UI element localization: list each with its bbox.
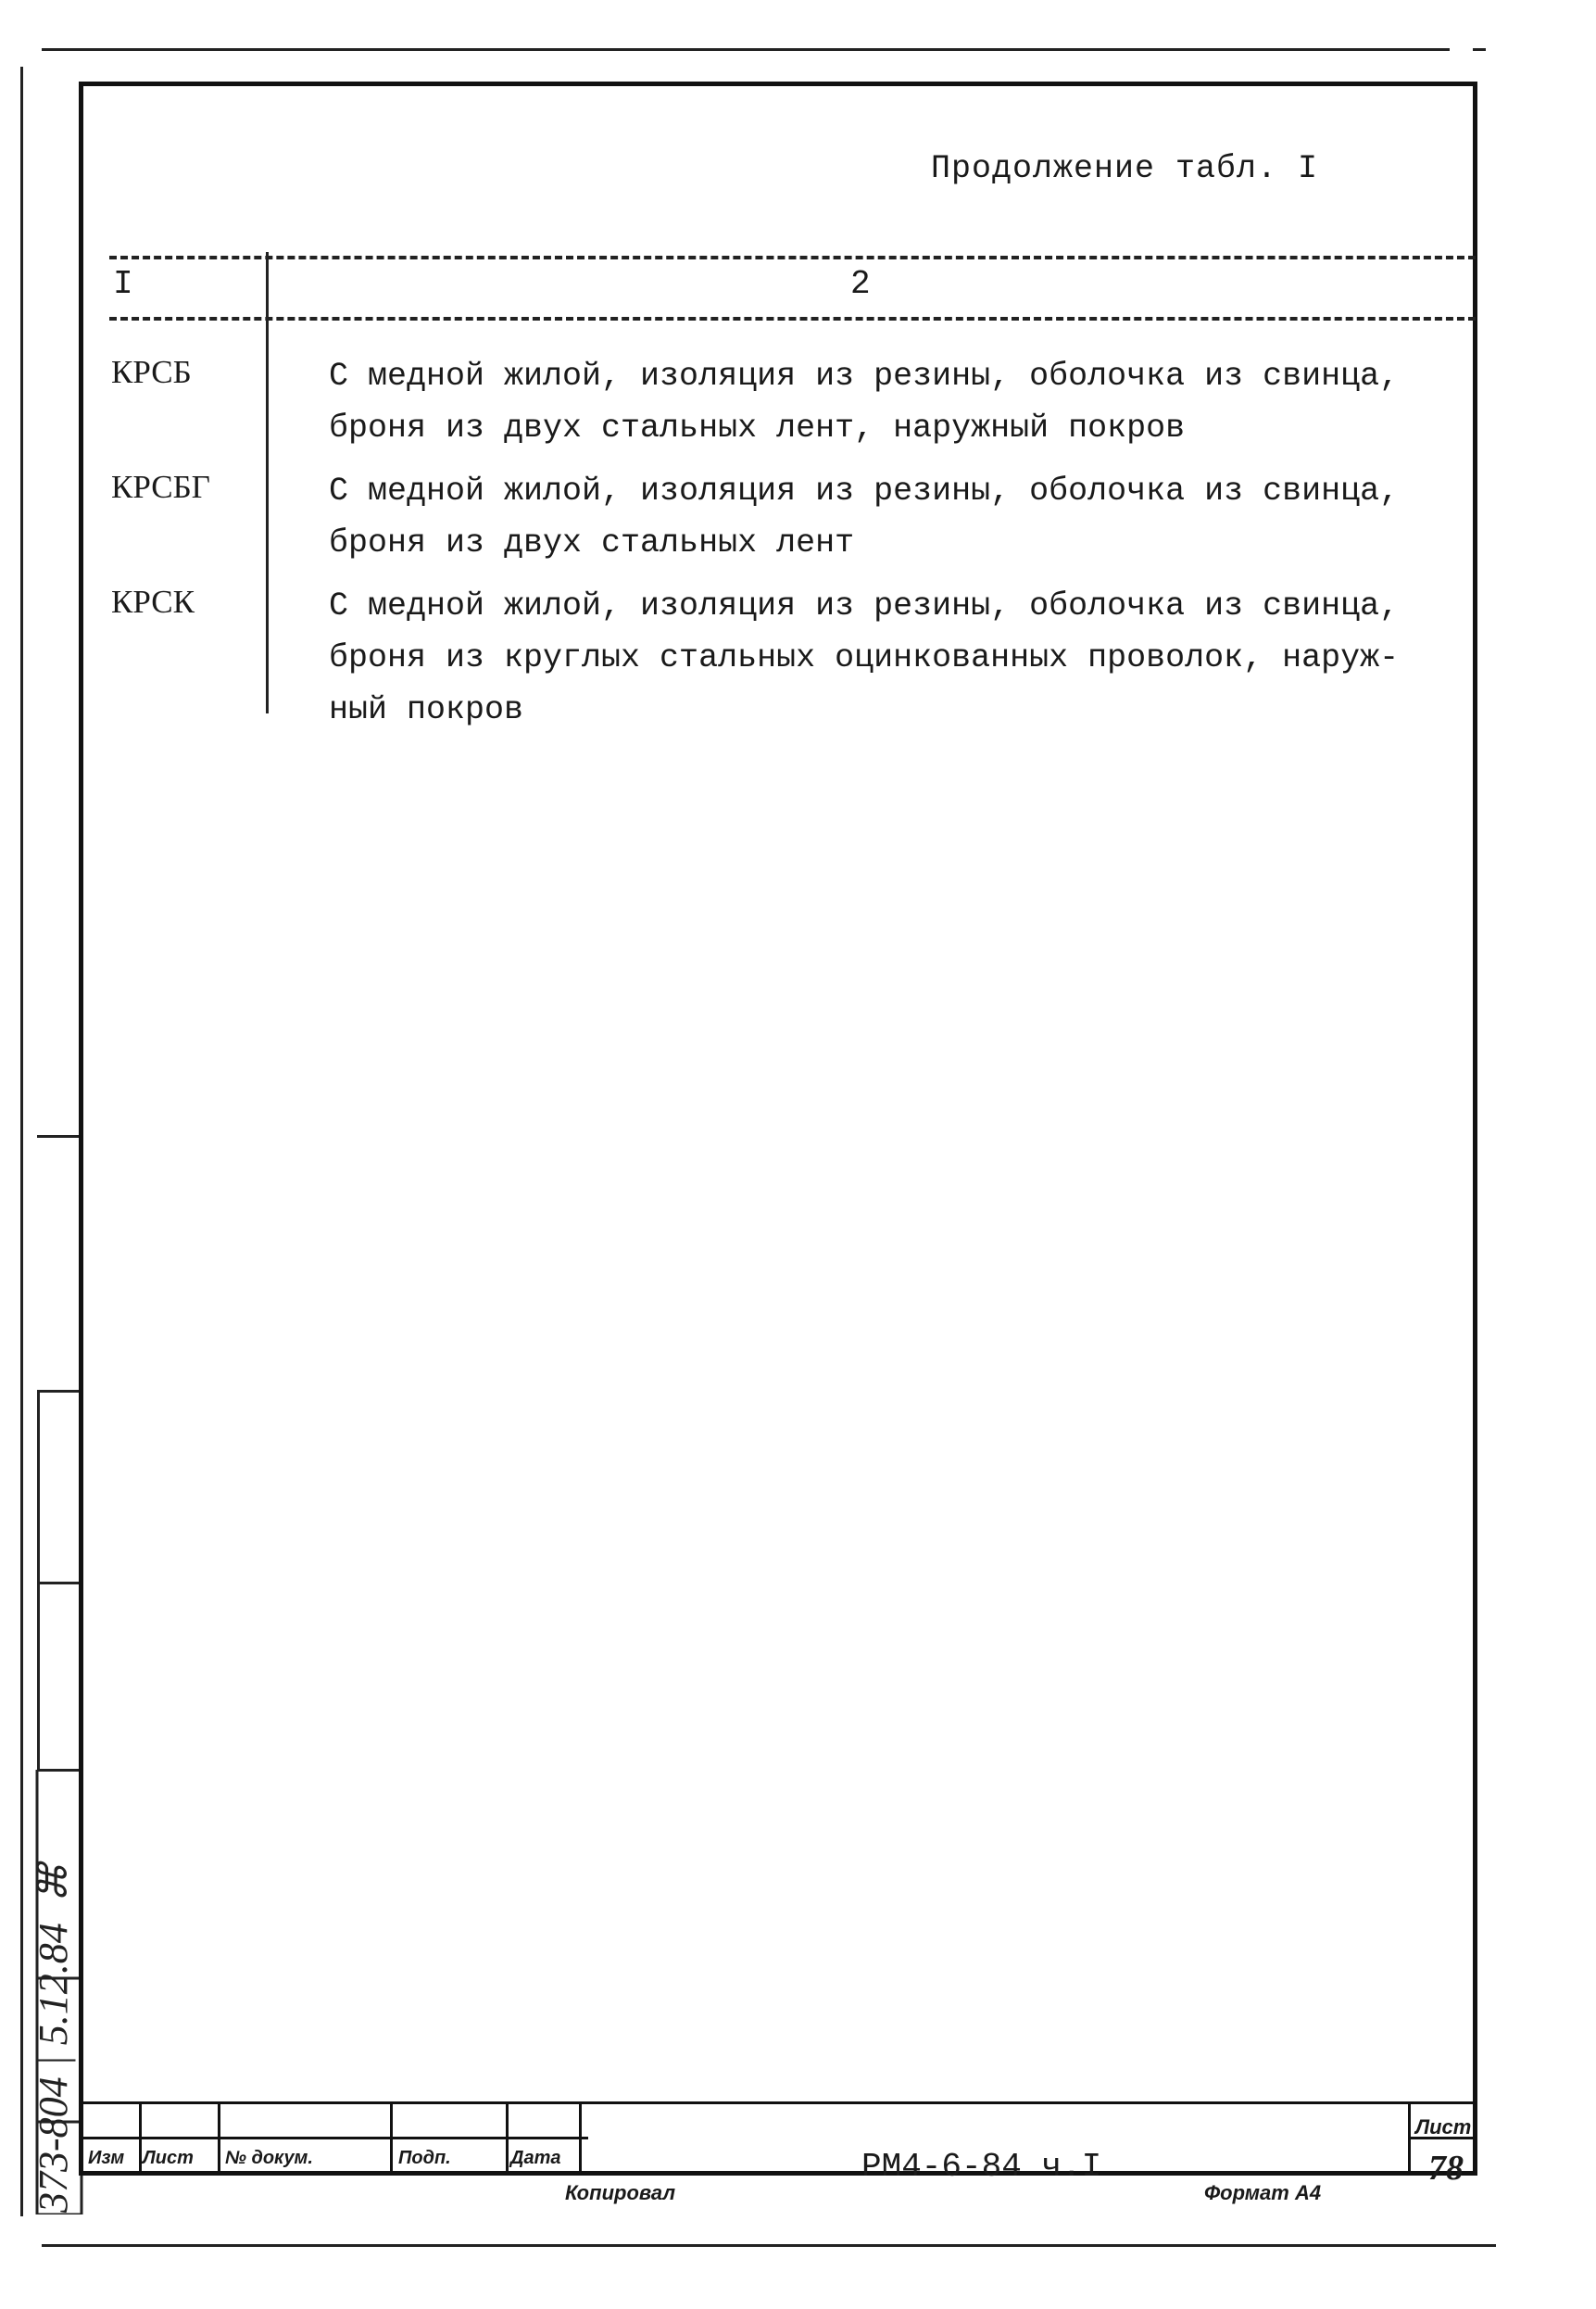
document-code: РМ4-6-84 ч.I (861, 2148, 1102, 2186)
svg-text:373-804 | 5.12.84 ⌘: 373-804 | 5.12.84 ⌘ (31, 1862, 76, 2213)
title-label-document: № докум. (225, 2148, 313, 2168)
title-block-row-rule (79, 2137, 588, 2139)
footer-format: Формат А4 (1204, 2181, 1322, 2204)
table-column-divider (266, 252, 269, 713)
title-label-signature: Подп. (398, 2148, 451, 2168)
title-block-cell (390, 2101, 393, 2176)
sheet-label: Лист (1415, 2115, 1472, 2139)
title-block-top-rule (588, 2101, 1477, 2104)
bottom-rule (42, 2244, 1496, 2247)
side-column-lower (37, 1582, 82, 1772)
side-column-mid (37, 1390, 82, 1584)
row-code: КРСБ (111, 354, 192, 390)
title-block-top-rule (79, 2101, 588, 2104)
title-label-sheet: Лист (143, 2148, 194, 2168)
title-label-date: Дата (510, 2148, 561, 2168)
row-code: КРСБГ (111, 469, 210, 505)
table-top-dashed-rule (109, 256, 1476, 259)
table-header-dashed-rule (109, 317, 1476, 321)
title-block-cell (139, 2101, 142, 2176)
title-block-cell (218, 2101, 220, 2176)
column-header-1: I (113, 265, 133, 303)
column-header-2: 2 (850, 265, 871, 303)
sheet-number: 78 (1428, 2149, 1464, 2188)
side-column-upper (37, 1135, 82, 1394)
binding-line (20, 67, 23, 2216)
row-code: КРСК (111, 584, 195, 620)
row-description: С медной жилой, изоляция из резины, оболочка из свинца, броня из круглых стальных оцинкованных проволок, наруж- ный покров (329, 587, 1400, 728)
title-block-cell (579, 2101, 582, 2176)
table-continuation-title: Продолжение табл. I (931, 150, 1319, 187)
row-description: С медной жилой, изоляция из резины, оболочка из свинца, броня из двух стальных лент (329, 473, 1400, 561)
title-label-change: Изм (88, 2148, 125, 2168)
footer-copied: Копировал (565, 2181, 676, 2204)
title-block-cell (506, 2101, 509, 2176)
top-rule-end (1473, 48, 1486, 51)
row-description: С медной жилой, изоляция из резины, оболочка из свинца, броня из двух стальных лент, наружный покров (329, 358, 1400, 447)
top-rule (42, 48, 1450, 51)
